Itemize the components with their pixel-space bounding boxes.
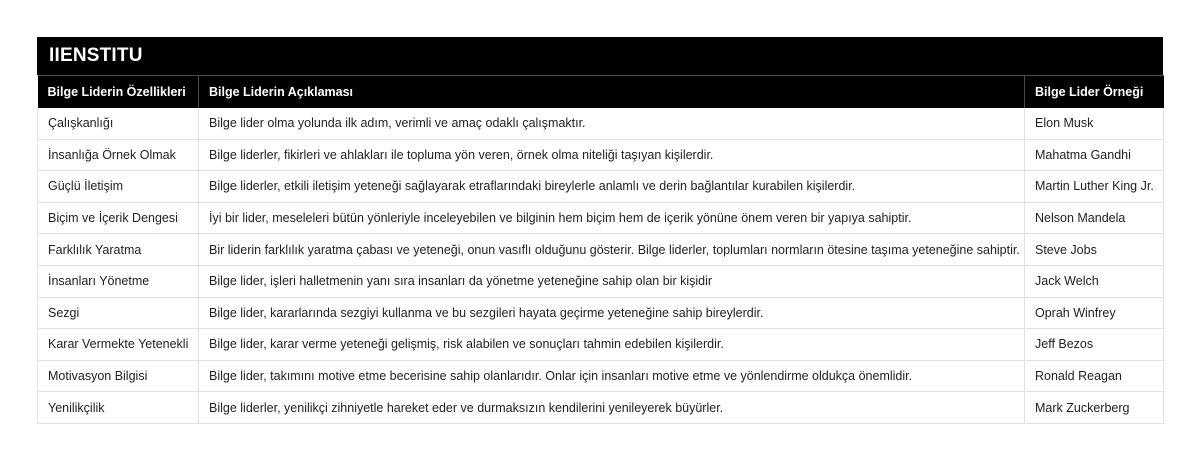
cell-characteristic: Sezgi	[38, 297, 199, 329]
cell-example: Elon Musk	[1025, 108, 1164, 139]
table-container	[37, 37, 1163, 424]
cell-description: Bir liderin farklılık yaratma çabası ve yeteneği, onun vasıflı olduğunu gösterir. Bilge liderler, toplumları normların ötesine taşıma yeteneğine sahiptir.	[199, 234, 1025, 266]
cell-characteristic: Biçim ve İçerik Dengesi	[38, 202, 199, 234]
cell-example: Steve Jobs	[1025, 234, 1164, 266]
table-row	[38, 234, 1164, 266]
cell-description: Bilge liderler, fikirleri ve ahlakları ile topluma yön veren, örnek olma niteliği taşıyan kişilerdir.	[199, 139, 1025, 171]
cell-characteristic: Karar Vermekte Yetenekli	[38, 329, 199, 361]
cell-description: Bilge lider olma yolunda ilk adım, verimli ve amaç odaklı çalışmaktır.	[199, 108, 1025, 139]
table-header-row	[38, 76, 1164, 109]
cell-characteristic: Farklılık Yaratma	[38, 234, 199, 266]
cell-description: Bilge lider, takımını motive etme becerisine sahip olanlarıdır. Onlar için insanları motive etme ve yönlendirme oldukça önemlidir.	[199, 360, 1025, 392]
table-row	[38, 360, 1164, 392]
table-row	[38, 265, 1164, 297]
cell-characteristic: Yenilikçilik	[38, 392, 199, 424]
cell-characteristic: Motivasyon Bilgisi	[38, 360, 199, 392]
table-row	[38, 392, 1164, 424]
table-row	[38, 171, 1164, 203]
table-row	[38, 108, 1164, 139]
cell-description: Bilge liderler, etkili iletişim yeteneği sağlayarak etraflarındaki bireylerle anlamlı ve derin bağlantılar kurabilen kişilerdir.	[199, 171, 1025, 203]
table-row	[38, 329, 1164, 361]
leadership-table	[37, 75, 1164, 424]
table-row	[38, 202, 1164, 234]
cell-description: Bilge lider, kararlarında sezgiyi kullanma ve bu sezgileri hayata geçirme yeteneğine sahip bireylerdir.	[199, 297, 1025, 329]
table-row	[38, 139, 1164, 171]
cell-characteristic: İnsanlığa Örnek Olmak	[38, 139, 199, 171]
cell-example: Mahatma Gandhi	[1025, 139, 1164, 171]
header-characteristics: Bilge Liderin Özellikleri	[38, 76, 199, 109]
cell-description: İyi bir lider, meseleleri bütün yönleriyle inceleyebilen ve bilginin hem biçim hem de içerik yönüne önem veren bir yapıya sahiptir.	[199, 202, 1025, 234]
cell-characteristic: Çalışkanlığı	[38, 108, 199, 139]
cell-description: Bilge lider, karar verme yeteneği gelişmiş, risk alabilen ve sonuçları tahmin edebilen kişilerdir.	[199, 329, 1025, 361]
cell-example: Jeff Bezos	[1025, 329, 1164, 361]
table-row	[38, 297, 1164, 329]
cell-description: Bilge lider, işleri halletmenin yanı sıra insanları da yönetme yeteneğine sahip olan bir kişidir	[199, 265, 1025, 297]
cell-example: Martin Luther King Jr.	[1025, 171, 1164, 203]
cell-example: Ronald Reagan	[1025, 360, 1164, 392]
header-description: Bilge Liderin Açıklaması	[199, 76, 1025, 109]
table-body	[38, 108, 1164, 423]
cell-example: Jack Welch	[1025, 265, 1164, 297]
cell-characteristic: İnsanları Yönetme	[38, 265, 199, 297]
brand-title: IIENSTITU	[37, 37, 1163, 75]
cell-example: Oprah Winfrey	[1025, 297, 1164, 329]
header-example: Bilge Lider Örneği	[1025, 76, 1164, 109]
cell-example: Nelson Mandela	[1025, 202, 1164, 234]
cell-example: Mark Zuckerberg	[1025, 392, 1164, 424]
cell-description: Bilge liderler, yenilikçi zihniyetle hareket eder ve durmaksızın kendilerini yenileyerek büyürler.	[199, 392, 1025, 424]
cell-characteristic: Güçlü İletişim	[38, 171, 199, 203]
